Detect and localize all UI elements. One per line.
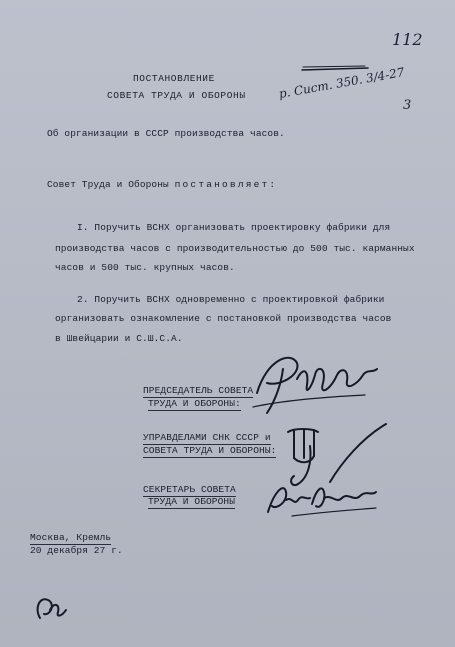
place: Москва, Кремль [30, 532, 112, 543]
chairman-signature [245, 345, 395, 420]
archive-mark: р. Сист. 350. 3/4-27 [277, 65, 406, 101]
item2-line2: организовать ознакомление с постановкой производства часов [55, 313, 392, 324]
archive-mark-extra: 3 [403, 98, 412, 113]
document-subject: Об организации в СССР производства часов. [47, 128, 285, 139]
item2-line3: в Швейцарии и С.Ш.С.А. [55, 333, 183, 344]
manager-title-line2: СОВЕТА ТРУДА И ОБОРОНЫ: [143, 445, 277, 456]
manager-title-line1: УПРАВДЕЛАМИ СНК СССР и [143, 432, 271, 443]
document-title: ПОСТАНОВЛЕНИЕ [133, 73, 215, 84]
item2-line1: 2. Поручить ВСНХ одновременно с проектировкой фабрики [77, 294, 385, 305]
preamble-verb: постановляет: [174, 179, 278, 190]
item1-line2: производства часов с производительностью до 500 тыс. карманных [55, 243, 415, 254]
date: 20 декабря 27 г. [30, 545, 123, 556]
preamble [47, 179, 277, 191]
initials-mark [30, 588, 70, 628]
secretary-signature [262, 470, 382, 525]
secretary-title-line2: ТРУДА И ОБОРОНЫ [148, 496, 236, 507]
secretary-title-line1: СЕКРЕТАРЬ СОВЕТА [143, 484, 236, 495]
chairman-title-line2: ТРУДА И ОБОРОНЫ: [148, 398, 241, 409]
preamble-prefix: Совет Труда и Обороны [47, 179, 175, 190]
item1-line1: I. Поручить ВСНХ организовать проектировку фабрики для [77, 222, 391, 233]
page-number: 112 [392, 30, 423, 49]
item1-line3: часов и 500 тыс. крупных часов. [55, 262, 235, 273]
chairman-title-line1: ПРЕДСЕДАТЕЛЬ СОВЕТА [143, 385, 254, 396]
document-title-issuer: СОВЕТА ТРУДА И ОБОРОНЫ [107, 90, 246, 101]
